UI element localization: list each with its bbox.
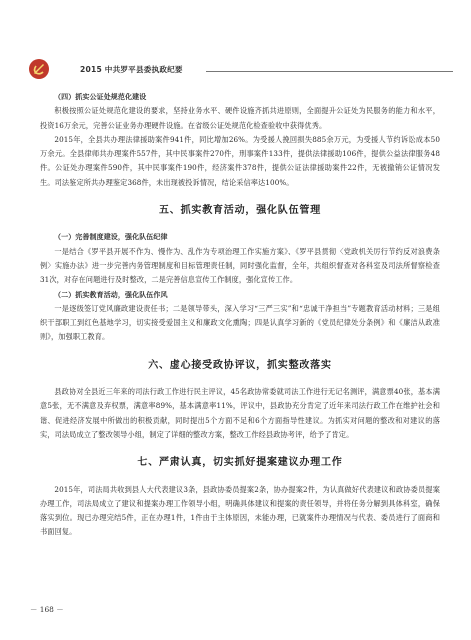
subsection-heading: （二）抓实教育活动，强化队伍作风 — [54, 290, 168, 299]
paragraph: 县政协对全县近三年来的司法行政工作进行民主评议，45名政协常委就司法工作进行无记名测评，满意票40张，基本满意5张，无不满意及弃权票，满意率89%，基本满意率11%，评议中，县政协充分肯定了近年来司法行政工作在维护社会和谐、促进经济发展中所做出的积极贡献，同时提出5个方面不足和6个方面指导性建议。为抓实对问题的整改和对建议的落实，司法局成立了整改领导小组，制定了详细的整改方案，整改工作经县政协考评，给予了肯定。 — [40, 387, 440, 439]
header-rule — [206, 71, 453, 72]
section-title-6: 六、虚心接受政协评议，抓实整改落实 — [148, 359, 332, 371]
paragraph: 2015年，司法局共收到县人大代表建议3条，县政协委员提案2条，协办提案2件，为认真做好代表建议和政协委员提案办理工作，司法局成立了建议和提案办理工作领导小组，明确具体建议和提案的责任领导，并将任务分解到具体科室，确保落实到位。现已办理完结5件，正在办理1件，1件由于主体原因，未能办理，已就案件办理情况与代表、委员进行了面商和书面回复。 — [40, 484, 440, 537]
subsection-heading: （一）完善制度建设，强化队伍纪律 — [54, 233, 168, 242]
page-header — [28, 60, 458, 80]
paragraph: 一是结合《罗平县开展不作为、慢作为、乱作为专项治理工作实施方案》、《罗平县贯彻〈党政机关厉行节约反对浪费条例〉实施办法》进一步完善内务管理制度和目标管理责任制，同时强化监督，全年，共组织督查对各科室及司法所督察检查31次，对存在问题进行及时整改，二是完善信息宣传工作制度，强化宣传工作。 — [40, 246, 440, 285]
section-title-5: 五、抓实教育活动，强化队伍管理 — [159, 205, 321, 217]
party-emblem-icon — [28, 58, 50, 80]
section-title-7: 七、严肃认真，切实抓好提案建议办理工作 — [137, 457, 343, 469]
header-title: 2015 中共罗平县委执政纪要 — [80, 65, 183, 74]
paragraph: 一是逐级签订党风廉政建设责任书；二是领导带头，深入学习“三严三实”和“忠诚干净担当”专题教育活动材料；三是组织干部职工到红色基地学习，切实接受爱国主义和廉政文化熏陶；四是认真学习新的《党员纪律处分条例》和《廉洁从政准则》，加强职工教育。 — [40, 303, 440, 342]
paragraph: 积极按照公证处规范化建设的要求，坚持业务水平、硬件设施齐抓共进原则，全面提升公证处为民服务的能力和水平，投资16万余元，完善公证业务办理硬件设施。在省级公证处规范化检查验收中获得优秀。 — [40, 106, 440, 130]
page-content — [40, 90, 440, 540]
paragraph: 2015年，全县共办理法律援助案件941件，同比增加26%。为受援人挽回损失885余万元，为受援人节约诉讼成本50万余元。全县律师共办理案件557件，其中民事案件270件，刑事案件133件，提供法律援助106件，提供公益法律服务48件。公证处办理案件590件，其中民事案件190件，经济案件378件，提供公证法律援助案件22件，无被撤销公证情况发生。司法鉴定所共办理鉴定368件，未出现被投诉情况，结论采信率达100%。 — [40, 134, 440, 187]
page-number: － 168 － — [30, 605, 64, 614]
subsection-heading-4: （四）抓实公证处规范化建设 — [54, 93, 147, 101]
